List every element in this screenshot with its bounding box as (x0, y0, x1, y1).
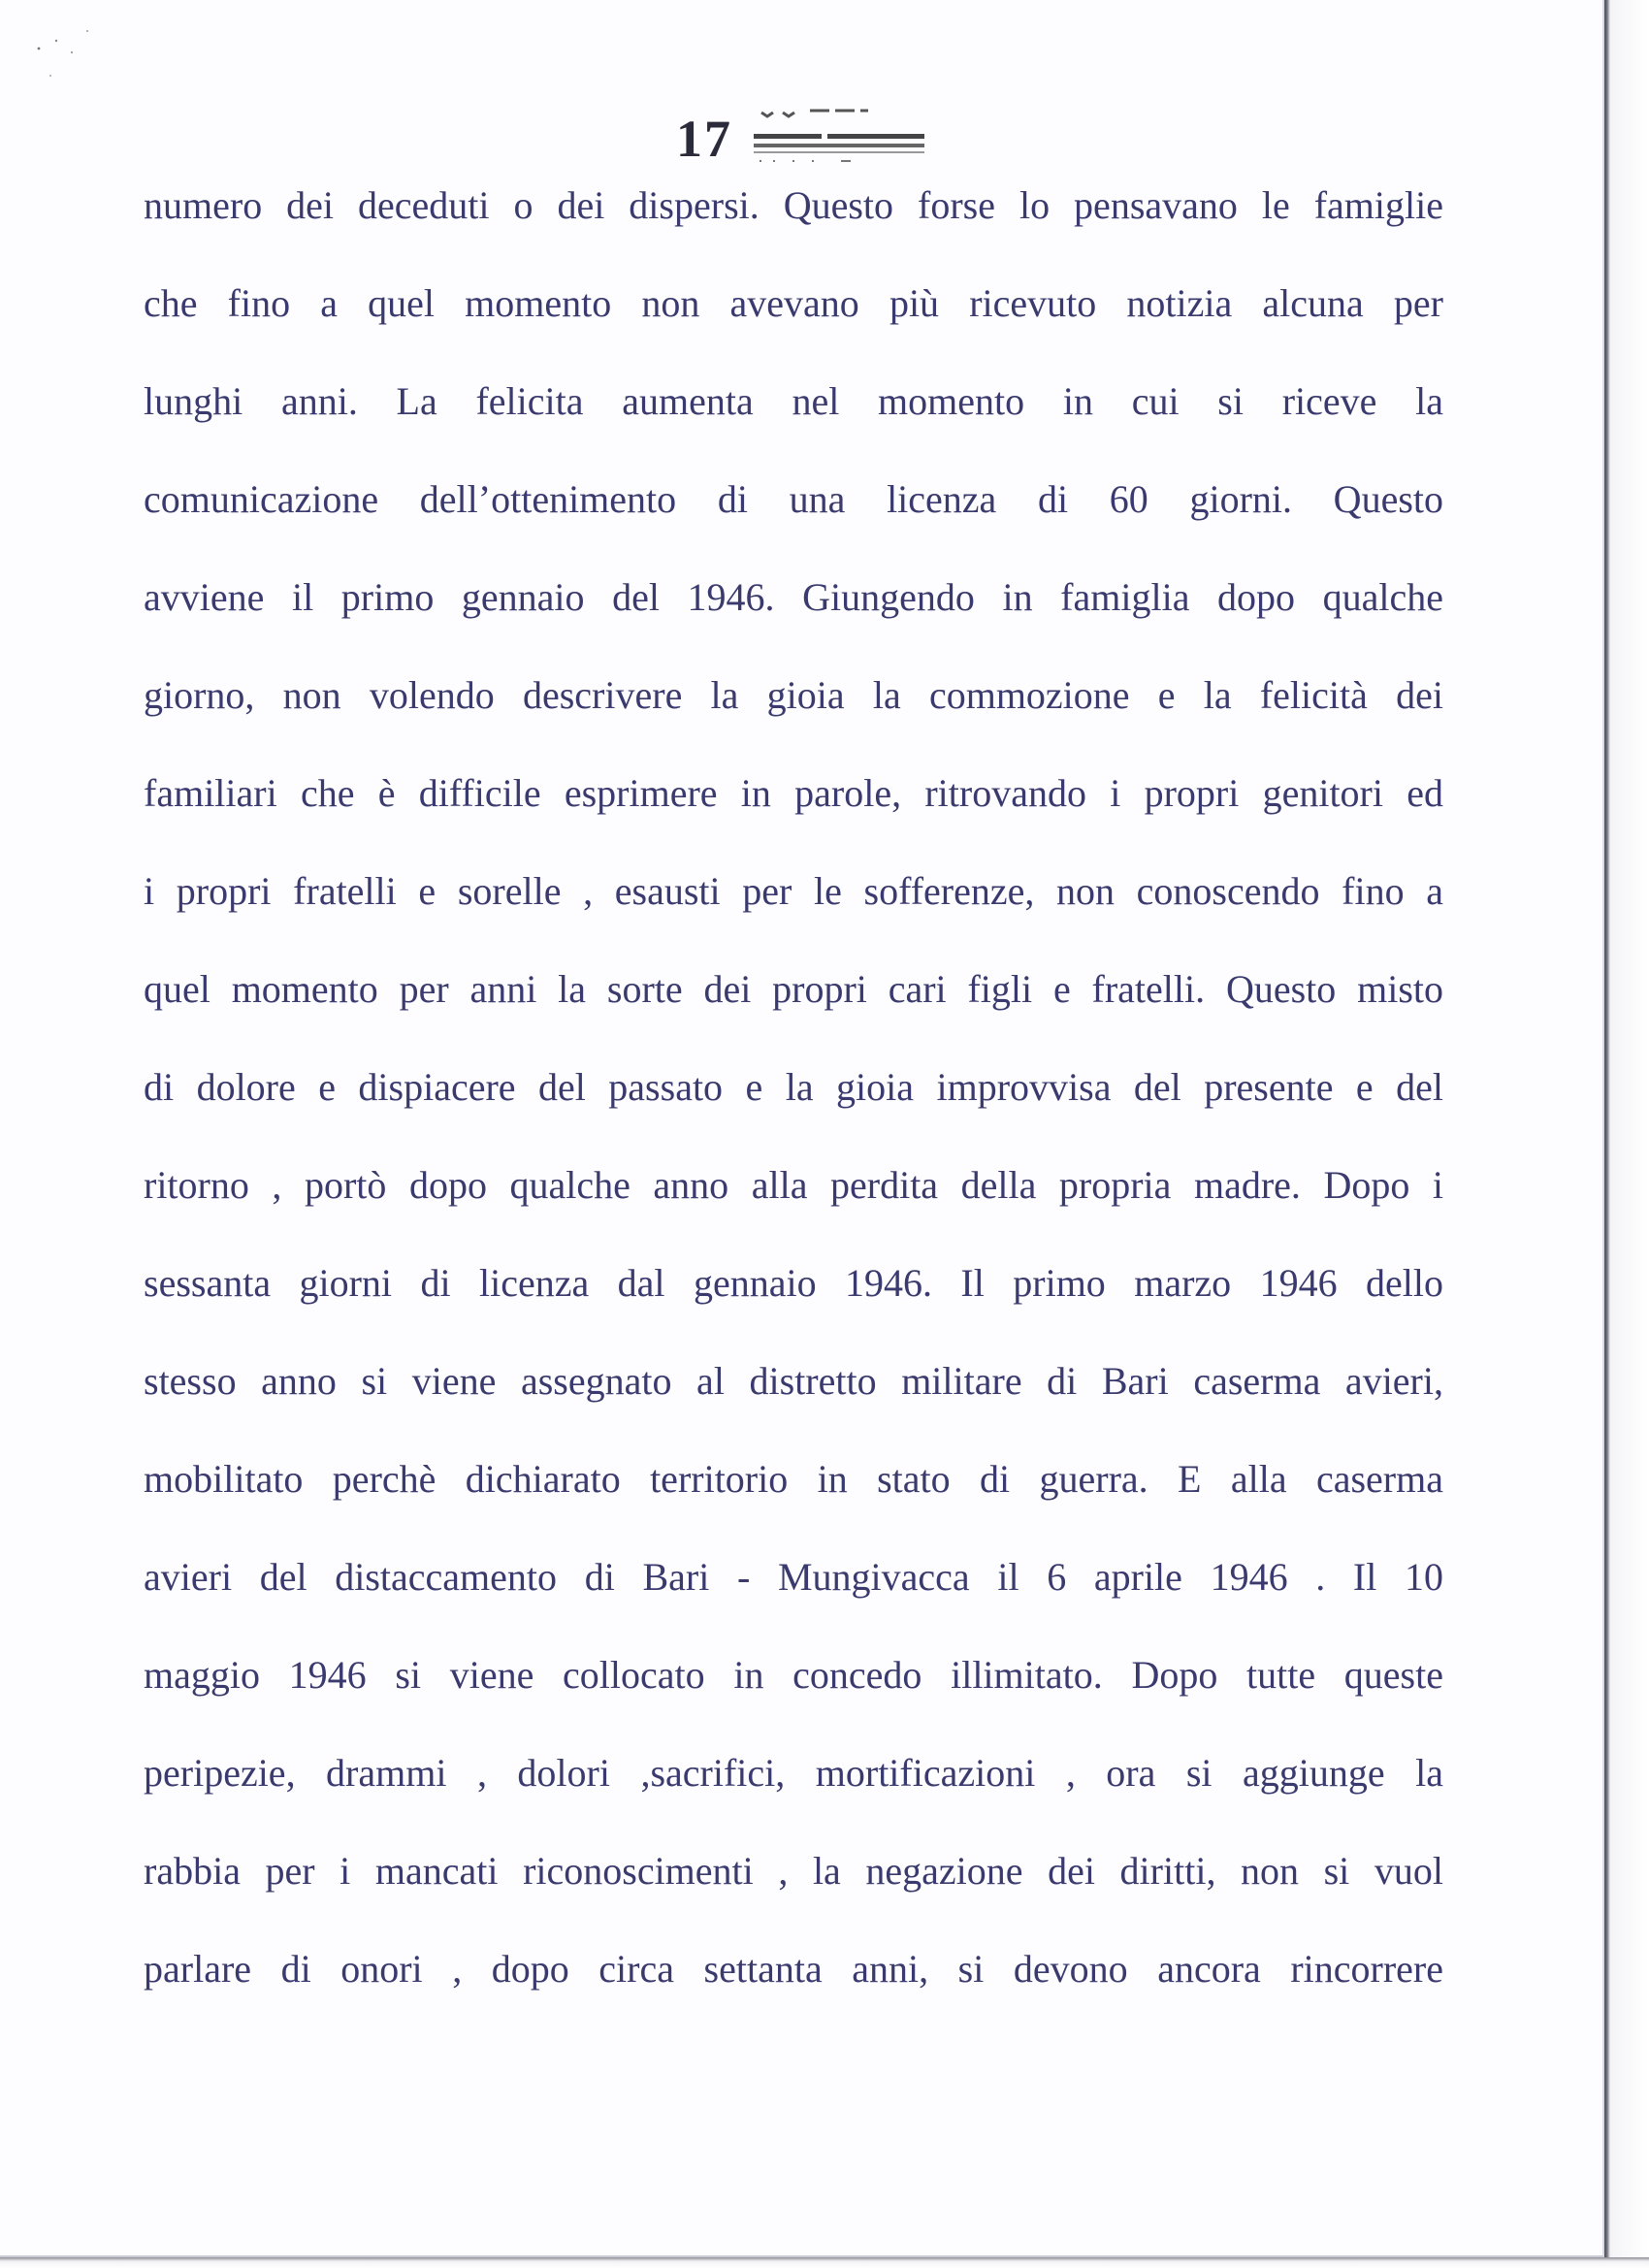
text-line: giorno, non volendo descrivere la gioia la commozione e la felicità dei (144, 673, 1443, 717)
text-line: stesso anno si viene assegnato al distretto militare di Bari caserma avieri, (144, 1359, 1443, 1403)
stamp-lines-icon (754, 105, 938, 165)
text-line: di dolore e dispiacere del passato e la gioia improvvisa del presente e del (144, 1065, 1443, 1109)
body-text (144, 182, 1443, 2044)
page-number: 17 (676, 110, 732, 168)
text-line: i propri fratelli e sorelle , esausti per le sofferenze, non conoscendo fino a (144, 869, 1443, 913)
text-line: parlare di onori , dopo circa settanta anni, si devono ancora rincorrere (144, 1947, 1443, 1991)
text-line: avviene il primo gennaio del 1946. Giungendo in famiglia dopo qualche (144, 575, 1443, 619)
text-line: ritorno , portò dopo qualche anno alla perdita della propria madre. Dopo i (144, 1163, 1443, 1207)
text-line: numero dei deceduti o dei dispersi. Questo forse lo pensavano le famiglie (144, 183, 1443, 227)
text-line: peripezie, drammi , dolori ,sacrifici, mortificazioni , ora si aggiunge la (144, 1751, 1443, 1795)
text-line: avieri del distaccamento di Bari - Mungivacca il 6 aprile 1946 . Il 10 (144, 1555, 1443, 1599)
text-line: familiari che è difficile esprimere in parole, ritrovando i propri genitori ed (144, 771, 1443, 815)
text-line: che fino a quel momento non avevano più ricevuto notizia alcuna per (144, 281, 1443, 325)
text-line: lunghi anni. La felicita aumenta nel momento in cui si riceve la (144, 379, 1443, 423)
scanner-edge-right (1604, 0, 1649, 2268)
scan-specks (29, 19, 107, 97)
text-line: sessanta giorni di licenza dal gennaio 1946. Il primo marzo 1946 dello (144, 1261, 1443, 1305)
text-line: mobilitato perchè dichiarato territorio in stato di guerra. E alla caserma (144, 1457, 1443, 1501)
text-line: quel momento per anni la sorte dei propri cari figli e fratelli. Questo misto (144, 967, 1443, 1011)
text-line: rabbia per i mancati riconoscimenti , la negazione dei diritti, non si vuol (144, 1849, 1443, 1893)
text-line: maggio 1946 si viene collocato in concedo illimitato. Dopo tutte queste (144, 1653, 1443, 1697)
page-number-stamp (676, 105, 943, 168)
scanner-edge-bottom (0, 2257, 1649, 2268)
text-line: comunicazione dell’ottenimento di una licenza di 60 giorni. Questo (144, 477, 1443, 521)
